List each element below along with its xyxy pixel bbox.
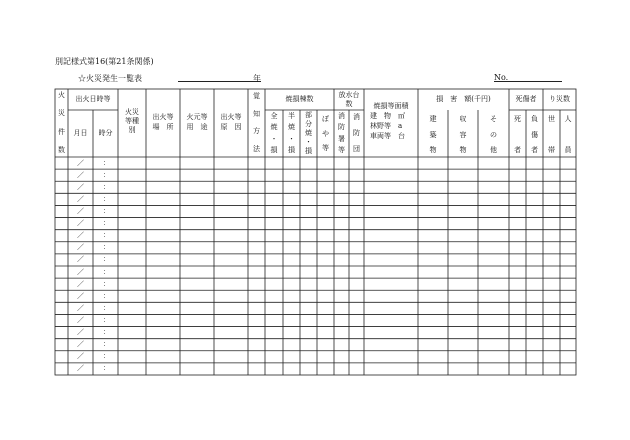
time-separator[interactable]: ： xyxy=(103,340,110,349)
time-separator[interactable]: ： xyxy=(103,158,110,167)
header-victims: り災数 xyxy=(549,95,570,103)
header-full-burn: 全 焼 ・ 損 xyxy=(270,112,278,154)
date-separator[interactable]: ／ xyxy=(77,170,84,179)
time-separator[interactable]: ： xyxy=(103,267,110,276)
date-separator[interactable]: ／ xyxy=(77,340,84,349)
header-partial-burn: 部 分 焼 ・ 損 xyxy=(305,111,312,155)
date-separator[interactable]: ／ xyxy=(77,158,84,167)
date-separator[interactable]: ／ xyxy=(77,352,84,361)
header-fire-corps: 消 防 団 xyxy=(353,113,360,153)
date-separator[interactable]: ／ xyxy=(77,291,84,300)
header-building: 建 築 物 xyxy=(429,115,437,154)
header-fire-department: 消 防 署 等 xyxy=(338,112,345,154)
table-title: ☆火災発生一覧表 xyxy=(78,74,142,83)
year-label: 年 xyxy=(253,74,261,83)
date-separator[interactable]: ／ xyxy=(77,267,84,276)
header-location: 出火等 場 所 xyxy=(152,113,174,131)
time-separator[interactable]: ： xyxy=(103,352,110,361)
header-casualties: 死傷者 xyxy=(515,95,537,103)
header-minor-burn: ぼ や 等 xyxy=(322,115,329,152)
header-discovery-method: 覚 知 方 法 xyxy=(253,92,260,153)
time-separator[interactable]: ： xyxy=(103,170,110,179)
header-persons: 人 員 xyxy=(564,115,572,154)
date-separator[interactable]: ／ xyxy=(77,303,84,312)
date-separator[interactable]: ／ xyxy=(77,207,84,215)
header-month-day: 月日 xyxy=(73,129,88,137)
date-separator[interactable]: ／ xyxy=(77,364,84,373)
header-use: 火元等 用 途 xyxy=(186,113,208,131)
header-area-units: 建 物 ㎡ 林野等 a 車両等 台 xyxy=(370,112,405,140)
header-burned-count: 焼損棟数 xyxy=(285,95,314,103)
date-separator[interactable]: ／ xyxy=(77,219,84,228)
header-fire-type: 火災 等種 別 xyxy=(125,107,139,134)
date-separator[interactable]: ／ xyxy=(77,243,84,252)
header-date-time: 出火日時等 xyxy=(75,95,111,103)
time-separator[interactable]: ： xyxy=(103,303,110,312)
date-separator[interactable]: ／ xyxy=(77,194,84,203)
date-separator[interactable]: ／ xyxy=(77,328,84,337)
date-separator[interactable]: ／ xyxy=(77,279,84,288)
header-dead: 死 者 xyxy=(514,115,521,154)
time-separator[interactable]: ： xyxy=(103,255,110,264)
time-separator[interactable]: ： xyxy=(103,182,110,191)
header-households: 世 帯 xyxy=(548,115,555,154)
time-separator[interactable]: ： xyxy=(103,328,110,337)
header-burned-area: 焼損等面積 xyxy=(373,101,409,110)
form-title: 別記様式第16(第21条関係) xyxy=(55,57,154,66)
header-time: 時分 xyxy=(98,129,113,137)
header-fire-count: 火 災 件 数 xyxy=(58,91,65,154)
time-separator[interactable]: ： xyxy=(103,279,110,288)
time-separator[interactable]: ： xyxy=(103,364,110,373)
time-separator[interactable]: ： xyxy=(103,194,110,203)
time-separator[interactable]: ： xyxy=(103,207,110,215)
date-separator[interactable]: ／ xyxy=(77,231,84,240)
header-half-burn: 半 焼 ・ 損 xyxy=(288,112,295,154)
number-label: No. xyxy=(494,73,509,82)
header-cause: 出火等 原 因 xyxy=(220,113,242,131)
header-contents: 収 容 物 xyxy=(459,115,467,154)
time-separator[interactable]: ： xyxy=(103,291,110,300)
date-separator[interactable]: ／ xyxy=(77,182,84,191)
header-injured: 負 傷 者 xyxy=(531,115,538,154)
header-damage-amount: 損 害 額(千円) xyxy=(436,95,491,103)
time-separator[interactable]: ： xyxy=(103,243,110,252)
date-separator[interactable]: ／ xyxy=(77,255,84,264)
time-separator[interactable]: ： xyxy=(103,219,110,228)
header-hose-count: 放水台数 xyxy=(338,91,360,108)
date-separator[interactable]: ／ xyxy=(77,316,84,324)
time-separator[interactable]: ： xyxy=(103,231,110,240)
time-separator[interactable]: ： xyxy=(103,316,110,324)
header-other: そ の 他 xyxy=(490,115,497,154)
